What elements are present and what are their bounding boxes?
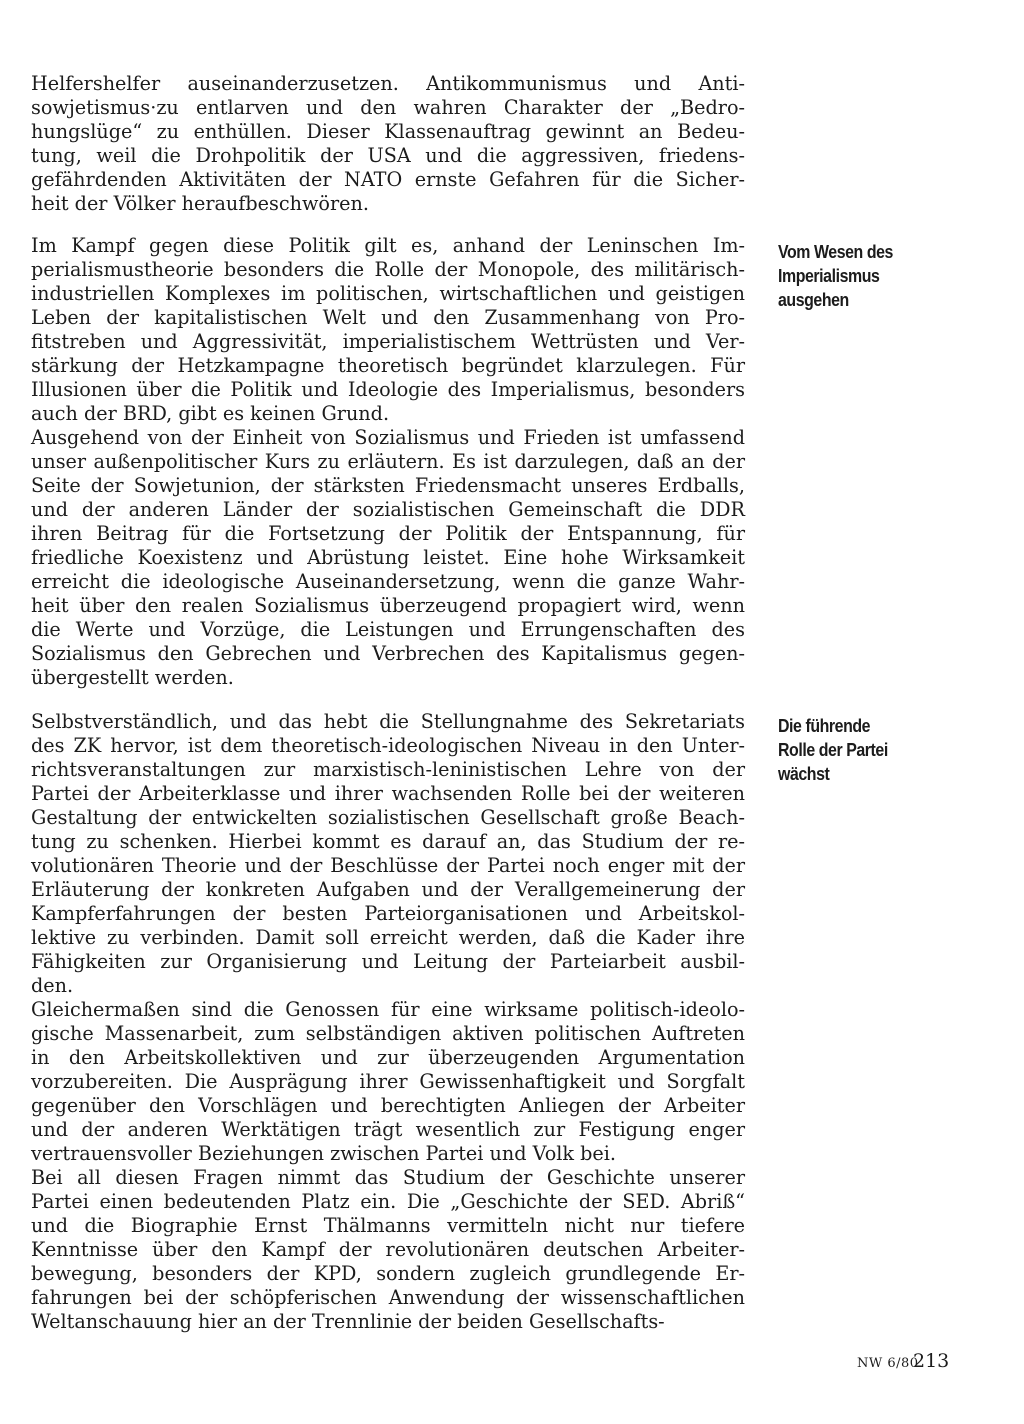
text-line: fahrungen bei der schöpferischen Anwendung der wissenschaftlichen	[31, 1286, 745, 1309]
text-line: ihren Beitrag für die Fortsetzung der Politik der Entspannung, für	[31, 522, 745, 545]
text-line: heit der Völker heraufbeschwören.	[31, 192, 369, 215]
text-line: Fähigkeiten zur Organisierung und Leitung der Parteiarbeit ausbil-	[31, 950, 745, 973]
text-line: perialismustheorie besonders die Rolle der Monopole, des militärisch-	[31, 258, 745, 281]
text-line: vertrauensvoller Beziehungen zwischen Partei und Volk bei.	[31, 1142, 616, 1165]
margin-heading-line: Die führende	[778, 715, 871, 736]
margin-heading-line: Rolle der Partei	[778, 739, 888, 760]
text-line: unser außenpolitischer Kurs zu erläutern. Es ist darzulegen, daß an der	[31, 450, 745, 473]
text-line: Weltanschauung hier an der Trennlinie der beiden Gesellschafts-	[31, 1310, 665, 1333]
text-line: tung zu schenken. Hierbei kommt es darauf an, das Studium der re-	[31, 830, 745, 853]
text-line: Seite der Sowjetunion, der stärksten Friedensmacht unseres Erdballs,	[31, 474, 745, 497]
text-line: und die Biographie Ernst Thälmanns vermitteln nicht nur tiefere	[31, 1214, 745, 1237]
text-line: Leben der kapitalistischen Welt und den Zusammenhang von Pro-	[31, 306, 745, 329]
text-line: Kampferfahrungen der besten Parteiorganisationen und Arbeitskol-	[31, 902, 745, 925]
text-line: und der anderen Werktätigen trägt wesentlich zur Festigung enger	[31, 1118, 745, 1141]
text-line: tung, weil die Drohpolitik der USA und die aggressiven, friedens-	[31, 144, 745, 167]
margin-heading-party-role	[778, 714, 978, 786]
text-line: des ZK hervor, ist dem theoretisch-ideologischen Niveau in den Unter-	[31, 734, 745, 757]
text-line: Partei der Arbeiterklasse und ihrer wachsenden Rolle bei der weiteren	[31, 782, 745, 805]
text-line: Illusionen über die Politik und Ideologie des Imperialismus, besonders	[31, 378, 745, 401]
text-line: fitstreben und Aggressivität, imperialistischem Wettrüsten und Ver-	[31, 330, 745, 353]
margin-heading-line: ausgehen	[778, 289, 849, 310]
text-line: Gleichermaßen sind die Genossen für eine wirksame politisch-ideolo-	[31, 998, 745, 1021]
text-line: gische Massenarbeit, zum selbständigen aktiven politischen Auftreten	[31, 1022, 745, 1045]
text-line: richtsveranstaltungen zur marxistisch-leninistischen Lehre von der	[31, 758, 745, 781]
text-line: stärkung der Hetzkampagne theoretisch begründet klarzulegen. Für	[31, 354, 745, 377]
text-line: bewegung, besonders der KPD, sondern zugleich grundlegende Er-	[31, 1262, 745, 1285]
text-line: Im Kampf gegen diese Politik gilt es, anhand der Leninschen Im-	[31, 234, 745, 257]
text-line: hungslüge“ zu enthüllen. Dieser Klassenauftrag gewinnt an Bedeu-	[31, 120, 745, 143]
text-line: den.	[31, 974, 74, 997]
text-line: vorzubereiten. Die Ausprägung ihrer Gewissenhaftigkeit und Sorgfalt	[31, 1070, 745, 1093]
text-line: Erläuterung der konkreten Aufgaben und der Verallgemeinerung der	[31, 878, 745, 901]
text-line: übergestellt werden.	[31, 666, 234, 689]
text-line: heit über den realen Sozialismus überzeugend propagiert wird, wenn	[31, 594, 745, 617]
paragraph-block-3	[31, 710, 745, 1334]
issue-code: NW 6/80	[857, 1356, 919, 1371]
text-line: Helfershelfer auseinanderzusetzen. Antikommunismus und Anti-	[31, 72, 745, 95]
text-line: auch der BRD, gibt es keinen Grund.	[31, 402, 390, 425]
text-line: die Werte und Vorzüge, die Leistungen und Errungenschaften des	[31, 618, 745, 641]
page-number: 213	[913, 1350, 950, 1372]
text-line: industriellen Komplexes im politischen, wirtschaftlichen und geistigen	[31, 282, 745, 305]
margin-heading-imperialism	[778, 240, 978, 312]
text-line: gefährdenden Aktivitäten der NATO ernste Gefahren für die Sicher-	[31, 168, 745, 191]
margin-heading-line: wächst	[778, 763, 830, 784]
text-line: Selbstverständlich, und das hebt die Stellungnahme des Sekretariats	[31, 710, 745, 733]
text-line: Partei einen bedeutenden Platz ein. Die „Geschichte der SED. Abriß“	[31, 1190, 745, 1213]
text-line: Gestaltung der entwickelten sozialistischen Gesellschaft große Beach-	[31, 806, 745, 829]
text-line: erreicht die ideologische Auseinandersetzung, wenn die ganze Wahr-	[31, 570, 745, 593]
text-line: Sozialismus den Gebrechen und Verbrechen des Kapitalismus gegen-	[31, 642, 745, 665]
paragraph-block-2	[31, 234, 745, 690]
margin-heading-line: Imperialismus	[778, 265, 880, 286]
paragraph-block-1	[31, 72, 745, 216]
text-line: Ausgehend von der Einheit von Sozialismus und Frieden ist umfassend	[31, 426, 745, 449]
text-line: gegenüber den Vorschlägen und berechtigten Anliegen der Arbeiter	[31, 1094, 745, 1117]
text-line: lektive zu verbinden. Damit soll erreicht werden, daß die Kader ihre	[31, 926, 745, 949]
text-line: sowjetismus·zu entlarven und den wahren Charakter der „Bedro-	[31, 96, 745, 119]
text-line: und der anderen Länder der sozialistischen Gemeinschaft die DDR	[31, 498, 745, 521]
text-line: volutionären Theorie und der Beschlüsse der Partei noch enger mit der	[31, 854, 745, 877]
margin-heading-line: Vom Wesen des	[778, 241, 893, 262]
text-line: friedliche Koexistenz und Abrüstung leistet. Eine hohe Wirksamkeit	[31, 546, 745, 569]
text-line: in den Arbeitskollektiven und zur überzeugenden Argumentation	[31, 1046, 745, 1069]
text-line: Bei all diesen Fragen nimmt das Studium der Geschichte unserer	[31, 1166, 745, 1189]
text-line: Kenntnisse über den Kampf der revolutionären deutschen Arbeiter-	[31, 1238, 745, 1261]
